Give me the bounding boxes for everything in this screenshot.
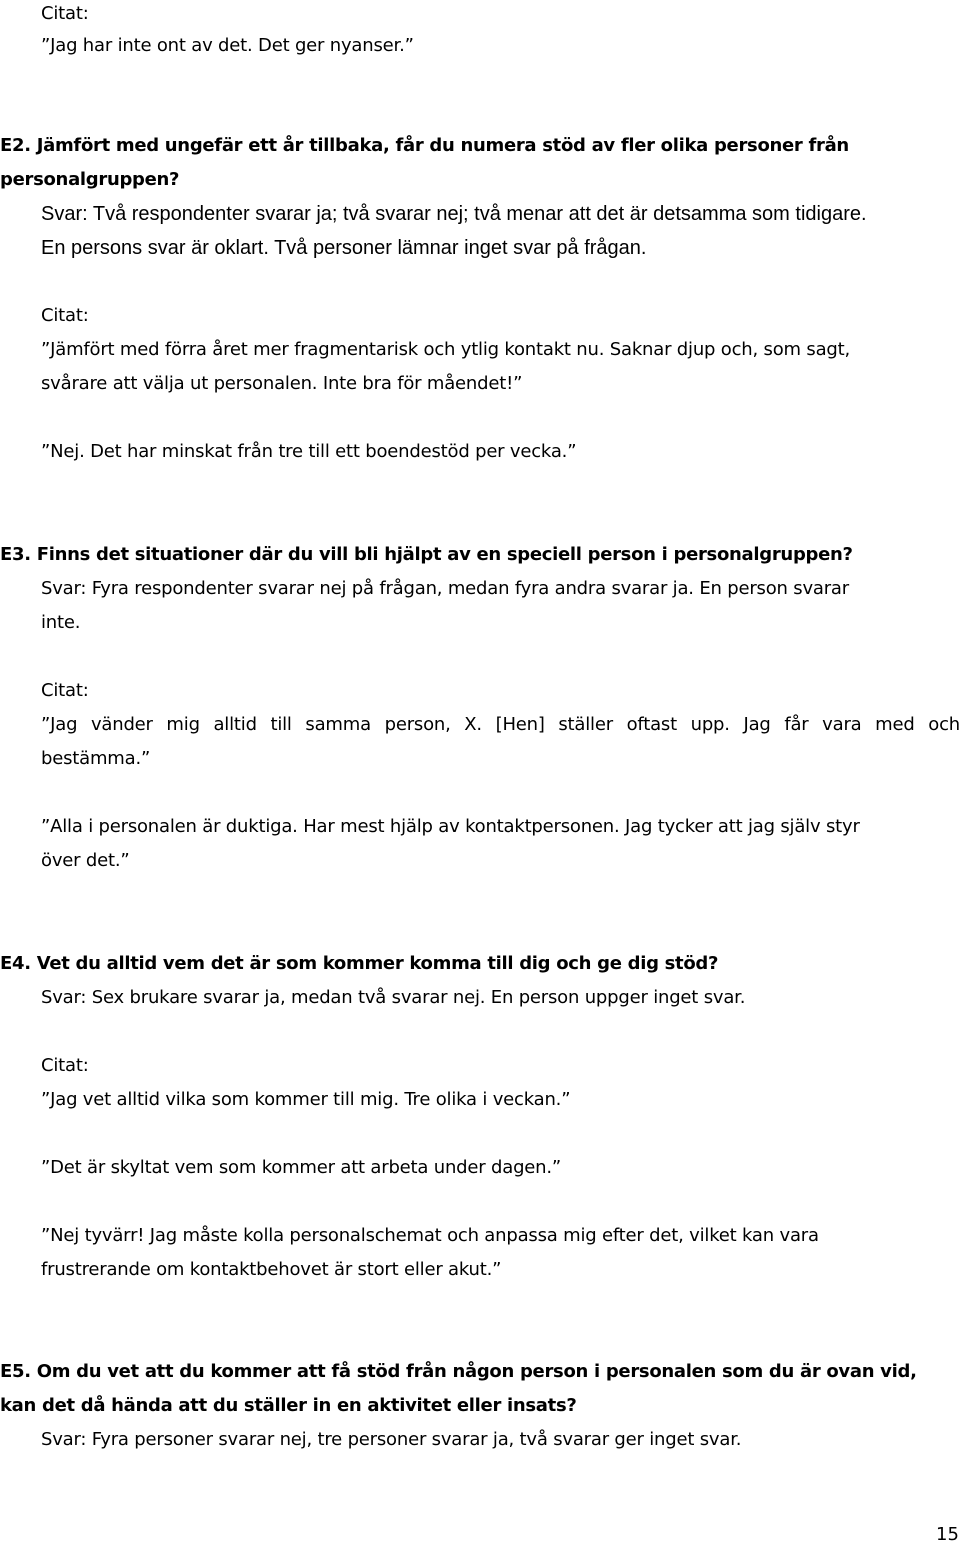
quote-line: ”Nej. Det har minskat från tre till ett boendestöd per vecka.” xyxy=(41,441,577,462)
question-heading-e4: E4. Vet du alltid vem det är som kommer komma till dig och ge dig stöd? xyxy=(0,953,719,974)
citat-label: Citat: xyxy=(41,305,89,326)
quote-line: ”Jag har inte ont av det. Det ger nyanser.” xyxy=(41,35,414,56)
quote-line: ”Jämfört med förra året mer fragmentarisk och ytlig kontakt nu. Saknar djup och, som sagt, xyxy=(41,339,851,360)
question-heading-e5: E5. Om du vet att du kommer att få stöd från någon person i personalen som du är ovan vid, xyxy=(0,1361,917,1382)
quote-line-cont: svårare att välja ut personalen. Inte bra för måendet!” xyxy=(41,373,523,394)
quote-line: ”Det är skyltat vem som kommer att arbeta under dagen.” xyxy=(41,1157,562,1178)
answer-summary: Svar: Fyra personer svarar nej, tre personer svarar ja, två svarar ger inget svar. xyxy=(41,1429,742,1450)
answer-summary: Svar: Två respondenter svarar ja; två svarar nej; två menar att det är detsamma som tidigare. xyxy=(41,203,867,225)
question-heading-e5-cont: kan det då hända att du ställer in en aktivitet eller insats? xyxy=(0,1395,577,1416)
quote-line: ”Nej tyvärr! Jag måste kolla personalschemat och anpassa mig efter det, vilket kan vara xyxy=(41,1225,819,1246)
citat-label: Citat: xyxy=(41,1055,89,1076)
page-number: 15 xyxy=(936,1524,959,1545)
citat-label: Citat: xyxy=(41,3,89,24)
question-heading-e3: E3. Finns det situationer där du vill bli hjälpt av en speciell person i personalgruppen? xyxy=(0,544,853,565)
citat-label: Citat: xyxy=(41,680,89,701)
answer-summary: Svar: Sex brukare svarar ja, medan två svarar nej. En person uppger inget svar. xyxy=(41,987,746,1008)
answer-summary: Svar: Fyra respondenter svarar nej på frågan, medan fyra andra svarar ja. En person svarar xyxy=(41,578,849,599)
quote-line: ”Jag vänder mig alltid till samma person, X. [Hen] ställer oftast upp. Jag får vara med och xyxy=(41,714,960,735)
question-heading-e2: E2. Jämfört med ungefär ett år tillbaka, får du numera stöd av fler olika personer från xyxy=(0,135,849,156)
answer-summary-cont: inte. xyxy=(41,612,81,633)
quote-line-cont: över det.” xyxy=(41,850,130,871)
quote-line-cont: bestämma.” xyxy=(41,748,151,769)
quote-line: ”Jag vet alltid vilka som kommer till mig. Tre olika i veckan.” xyxy=(41,1089,571,1110)
question-heading-e2-cont: personalgruppen? xyxy=(0,169,180,190)
quote-line-cont: frustrerande om kontaktbehovet är stort eller akut.” xyxy=(41,1259,502,1280)
quote-line: ”Alla i personalen är duktiga. Har mest hjälp av kontaktpersonen. Jag tycker att jag själv styr xyxy=(41,816,860,837)
answer-summary-cont: En persons svar är oklart. Två personer lämnar inget svar på frågan. xyxy=(41,237,647,259)
